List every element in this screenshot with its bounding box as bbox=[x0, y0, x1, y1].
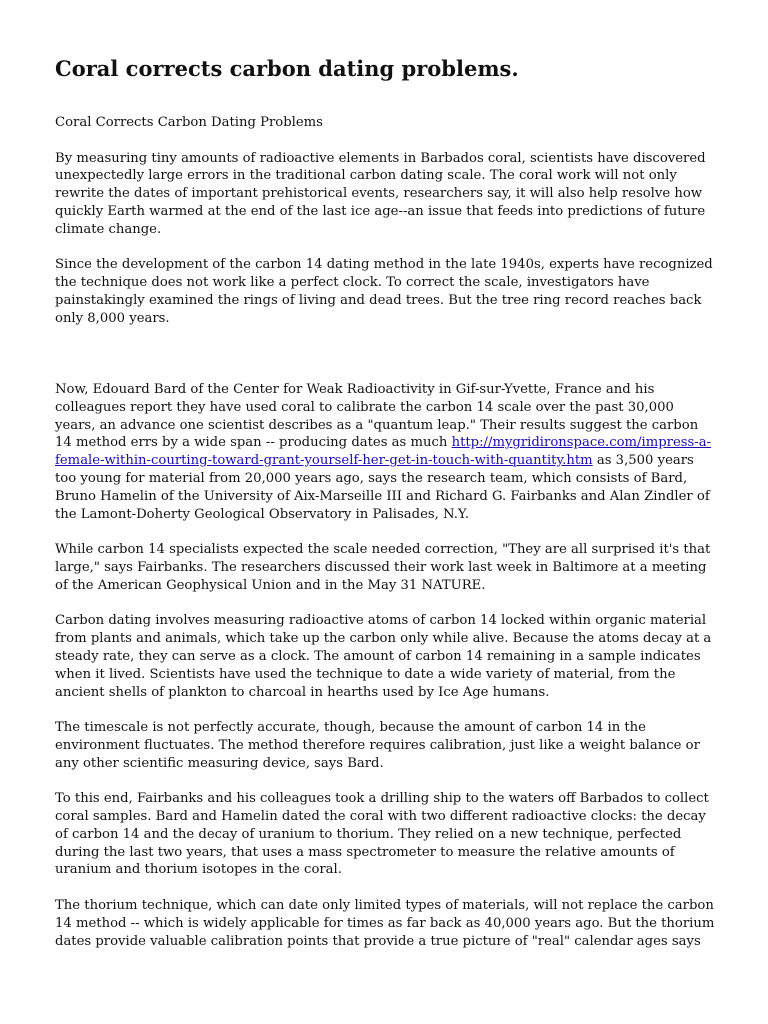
paragraph-thorium-technique: The thorium technique, which can date only limited types of materials, will not replace the carbon 14 method -- which is widely applicable for times as far back as 40,000 years ago. But the thorium dates provide valuable calibration points that provide a true picture of "real" calendar ages says bbox=[55, 898, 715, 949]
paragraph-text-before-link: Now, Edouard Bard of the Center for Weak Radioactivity in Gif-sur-Yvette, France and his colleagues report they have used coral to calibrate the carbon 14 scale over the past 30,000 years, an advance one scientist describes as a "quantum leap." Their results suggest the carbon 14 method errs by a wide span -- producing dates as much bbox=[55, 381, 699, 451]
article-link[interactable]: http://mygridironspace.com/impress-a-female-within-courting-toward-grant-yourself-her-get-in-touch-with-quantity.htm bbox=[55, 435, 712, 469]
article-body bbox=[55, 114, 715, 968]
paragraph-barbados-coral: By measuring tiny amounts of radioactive elements in Barbados coral, scientists have discovered unexpectedly large errors in the traditional carbon dating scale. The coral work will not only rewrite the dates of important prehistorical events, researchers say, it will also help resolve how quickly Earth warmed at the end of the last ice age--an issue that feeds into predictions of future climate change. bbox=[55, 150, 706, 237]
paragraph-text-after-link: as 3,500 years too young for material from 20,000 years ago, says the research team, which consists of Bard, Bruno Hamelin of the University of Aix-Marseille III and Richard G. Fairbanks and Alan Zindler of the Lamont-Doherty Geological Observatory in Palisades, N.Y. bbox=[55, 453, 710, 522]
article-subtitle: Coral Corrects Carbon Dating Problems bbox=[55, 115, 323, 130]
paragraph-carbon-14-history: Since the development of the carbon 14 dating method in the late 1940s, experts have recognized the technique does not work like a perfect clock. To correct the scale, investigators have painstakingly examined the rings of living and dead trees. But the tree ring record reaches back only 8,000 years. bbox=[55, 257, 713, 326]
paragraph-specialists-surprised: While carbon 14 specialists expected the scale needed correction, "They are all surprised it's that large," says Fairbanks. The researchers discussed their work last week in Baltimore at a meeting of the American Geophysical Union and in the May 31 NATURE. bbox=[55, 542, 711, 593]
paragraph-bard-research bbox=[55, 381, 715, 523]
paragraph-barbados-samples: To this end, Fairbanks and his colleagues took a drilling ship to the waters off Barbados to collect coral samples. Bard and Hamelin dated the coral with two different radioactive clocks: the decay of carbon 14 and the decay of uranium to thorium. They relied on a new technique, perfected during the last two years, that uses a mass spectrometer to measure the relative amounts of uranium and thorium isotopes in the coral. bbox=[55, 791, 709, 878]
paragraph-timescale-calibration: The timescale is not perfectly accurate, though, because the amount of carbon 14 in the environment fluctuates. The method therefore requires calibration, just like a weight balance or any other scientific measuring device, says Bard. bbox=[55, 720, 700, 771]
paragraph-carbon-dating-method: Carbon dating involves measuring radioactive atoms of carbon 14 locked within organic material from plants and animals, which take up the carbon only while alive. Because the atoms decay at a steady rate, they can serve as a clock. The amount of carbon 14 remaining in a sample indicates when it lived. Scientists have used the technique to date a wide variety of material, from the ancient shells of plankton to charcoal in hearths used by Ice Age humans. bbox=[55, 613, 712, 700]
page-title: Coral corrects carbon dating problems. bbox=[55, 56, 519, 81]
